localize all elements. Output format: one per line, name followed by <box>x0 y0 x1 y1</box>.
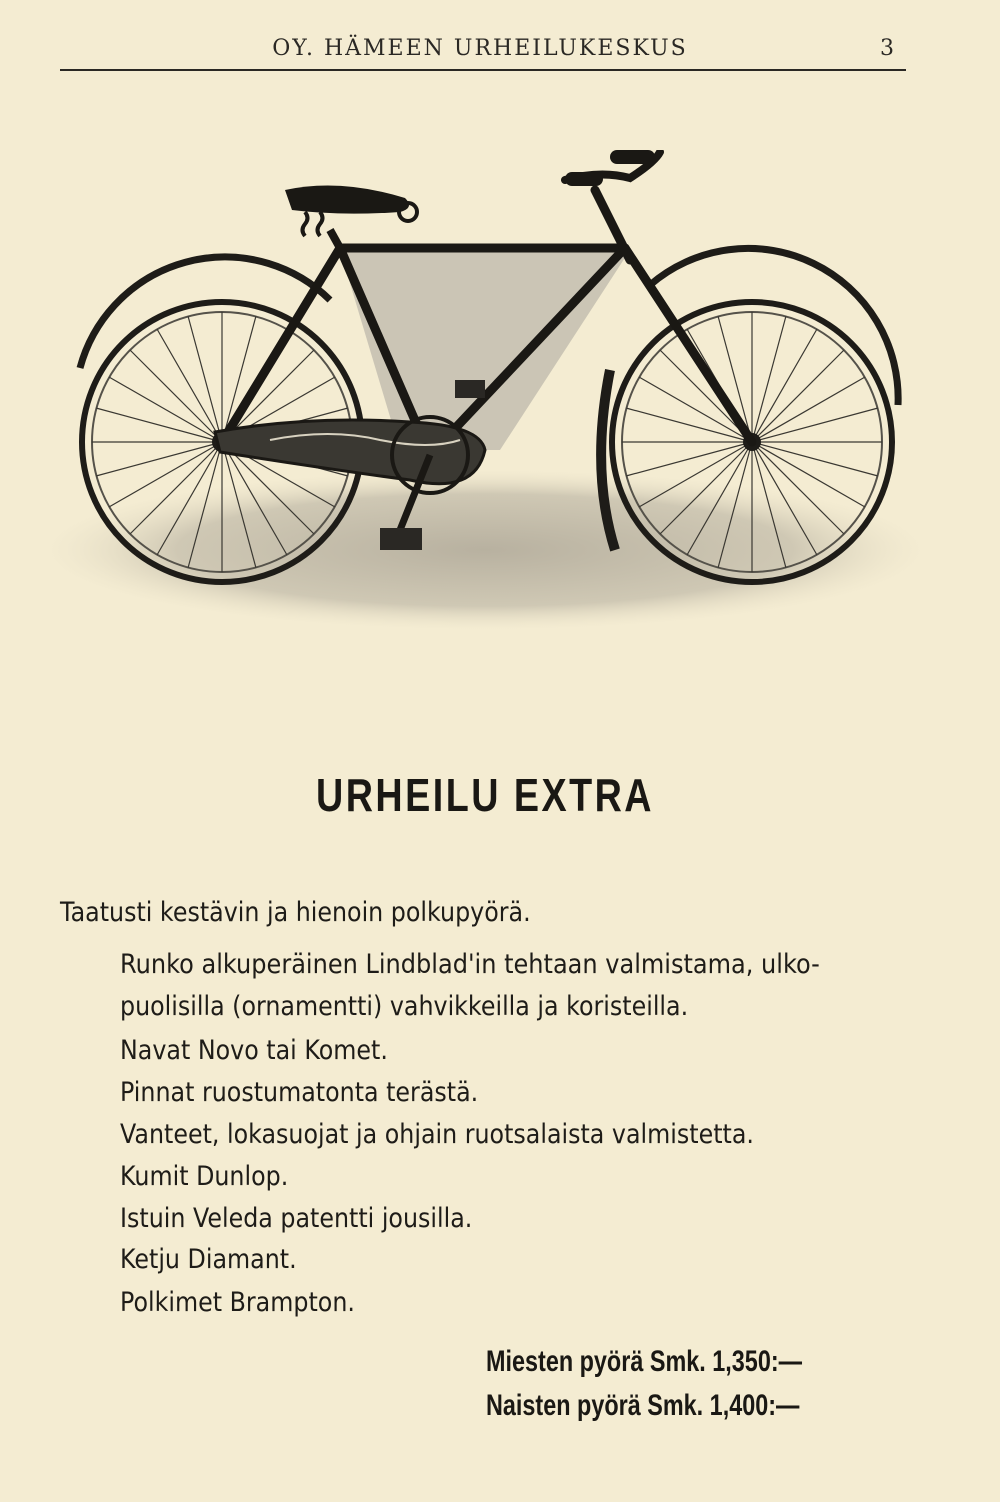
spec-line: Vanteet, lokasuojat ja ohjain ruotsalaista valmistetta. <box>120 1119 754 1150</box>
front-fender <box>650 248 898 405</box>
ground-shadow <box>45 470 925 630</box>
handlebar-grip-left <box>565 172 603 186</box>
front-pedal <box>455 380 485 398</box>
saddle-springs <box>303 212 323 236</box>
header-rule <box>60 69 906 71</box>
spec-line: Navat Novo tai Komet. <box>120 1035 388 1066</box>
handlebar-grip <box>610 150 655 164</box>
product-intro: Taatusti kestävin ja hienoin polkupyörä. <box>60 897 531 928</box>
spec-line: Polkimet Brampton. <box>120 1287 355 1318</box>
price-women: Naisten pyörä Smk. 1,400:— <box>486 1389 800 1422</box>
seat-post <box>330 230 340 248</box>
spec-line: Runko alkuperäinen Lindblad'in tehtaan valmistama, ulko- <box>120 949 820 980</box>
spec-line: Ketju Diamant. <box>120 1244 297 1275</box>
product-title: URHEILU EXTRA <box>316 769 654 821</box>
bicycle-icon <box>30 150 930 640</box>
page-number: 3 <box>880 36 894 61</box>
price-men: Miesten pyörä Smk. 1,350:— <box>486 1345 803 1378</box>
spec-line: puolisilla (ornamentti) vahvikkeilla ja koristeilla. <box>120 991 689 1022</box>
pedal <box>380 528 422 550</box>
spec-line: Pinnat ruostumatonta terästä. <box>120 1077 479 1108</box>
spec-line: Kumit Dunlop. <box>120 1161 289 1192</box>
page-header-title: OY. HÄMEEN URHEILUKESKUS <box>272 36 688 61</box>
spec-line: Istuin Veleda patentti jousilla. <box>120 1203 473 1234</box>
saddle <box>285 186 409 214</box>
